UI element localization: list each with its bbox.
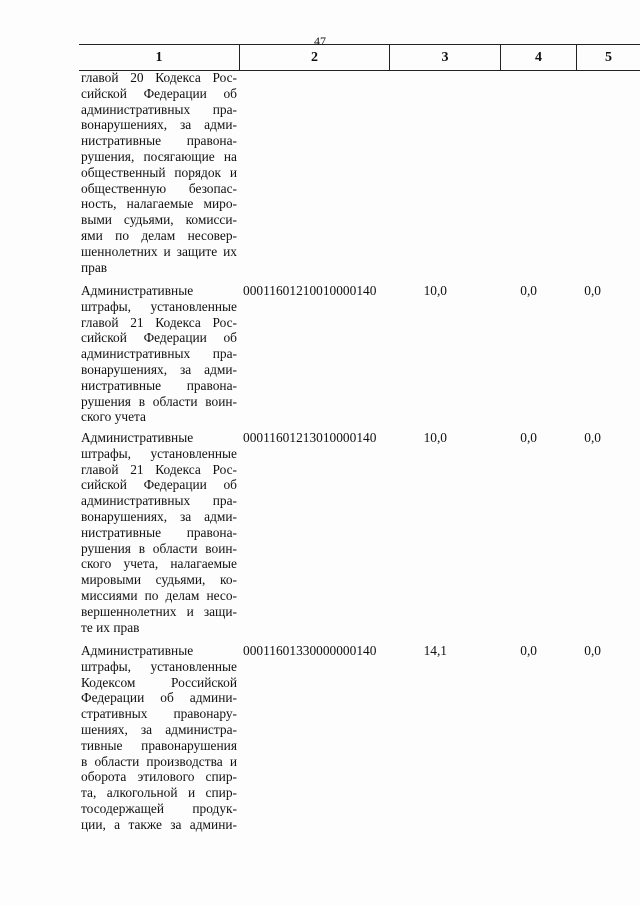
row-value-col3: 14,1 [423, 643, 447, 658]
row-value-col3: 10,0 [423, 283, 447, 298]
table-header [79, 44, 640, 71]
row-value-col4: 0,0 [520, 283, 537, 298]
row-value-col4: 0,0 [520, 643, 537, 658]
row-code: 00011601330000000140 [243, 643, 377, 658]
row-description: Административные штрафы, установленные Кодексом Российской Федерации об админи- стративных правонару- шениях, за администра- тивные правонарушения в области производства и оборота этилового спир- та, алкогольной и спир- тосодержащей продук- ции, а также за админи- [81, 643, 237, 832]
column-header-4: 4 [501, 45, 577, 70]
column-header-3: 3 [390, 45, 501, 70]
row-description: Административные штрафы, установленные главой 21 Кодекса Рос- сийской Федерации об административных пра- вонарушениях, за адми- нистративные правона- рушения в области воин- ского учета, налагаемые мировыми судьями, ко- миссиями по делам несо- вершеннолетних и защи- те их прав [81, 430, 237, 635]
row-value-col5: 0,0 [584, 643, 601, 658]
row-value-col4: 0,0 [520, 430, 537, 445]
column-header-5: 5 [605, 50, 612, 65]
column-header-2: 2 [240, 45, 390, 70]
row-value-col5: 0,0 [584, 283, 601, 298]
row-description: Административные штрафы, установленные главой 21 Кодекса Рос- сийской Федерации об административных пра- вонарушениях, за адми- нистративные правона- рушения в области воин- ского учета [81, 283, 237, 425]
row-code: 00011601210010000140 [243, 283, 377, 298]
column-header-1: 1 [79, 45, 240, 70]
row-code: 00011601213010000140 [243, 430, 377, 445]
row-description: главой 20 Кодекса Рос- сийской Федерации об административных пра- вонарушениях, за адми- нистративные правона- рушения, посягающие на общественный порядок и общественную безопас- ность, налагаемые миро- выми судьями, комисси- ями по делам несовер- шеннолетних и защите их прав [81, 70, 237, 275]
row-value-col5: 0,0 [584, 430, 601, 445]
row-value-col3: 10,0 [423, 430, 447, 445]
page-number: 47 [314, 34, 326, 48]
